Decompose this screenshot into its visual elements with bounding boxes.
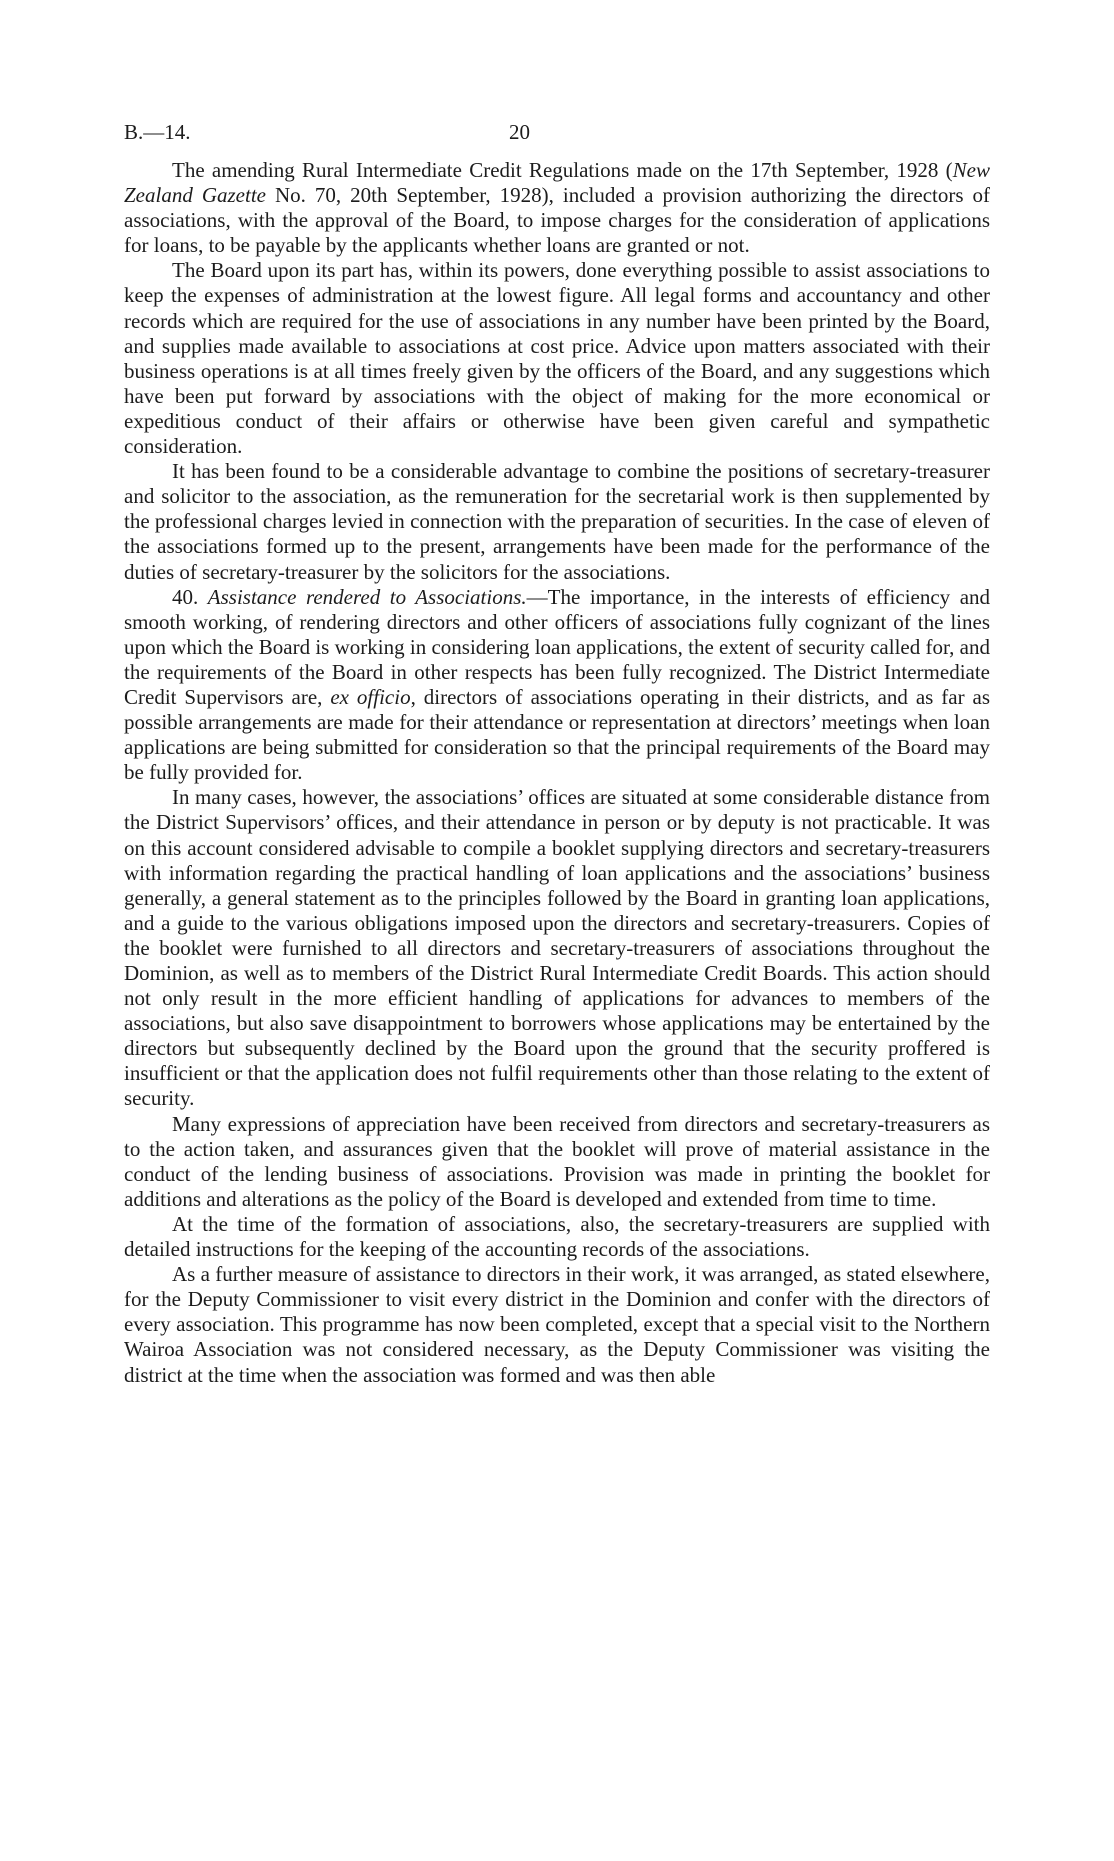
page-number: 20 [509, 120, 530, 144]
document-reference: B.—14. [124, 120, 191, 144]
paragraph-3: It has been found to be a considerable advantage to combine the positions of secretary-treasurer and solicitor to the association, as the remuneration for the secretarial work is then supplemented by the professional charges levied in connection with the preparation of securities. In the case of eleven of the associations formed up to the present, arrangements have been made for the performance of the duties of secretary-treasurer by the solicitors for the associations. [124, 459, 990, 584]
paragraph-7: At the time of the formation of associations, also, the secretary-treasurers are supplied with detailed instructions for the keeping of the accounting records of the associations. [124, 1211, 990, 1262]
section-heading: Assistance rendered to Associations. [207, 584, 527, 609]
paragraph-1: The amending Rural Intermediate Credit Regulations made on the 17th September, 1928 (New Zealand Gazette No. 70, 20th September, 1928), included a provision authorizing the directors of associations, with the approval of the Board, to impose charges for the consideration of applications for loans, to be payable by the applicants whether loans are granted or not. [124, 158, 991, 258]
gazette-title: New Zealand Gazette [124, 158, 990, 208]
paragraph-2: The Board upon its part has, within its powers, done everything possible to assist associations to keep the expenses of administration at the lowest figure. All legal forms and accountancy and other records which are required for the use of associations in any number have been printed by the Board, and supplies made available to associations at cost price. Advice upon matters associated with their business operations is at all times freely given by the officers of the Board, and any suggestions which have been put forward by associations with the object of making for the more economical or expeditious conduct of their affairs or otherwise have been given careful and sympathetic consideration. [124, 258, 990, 459]
ex-officio: ex officio [330, 684, 411, 709]
paragraph-5: In many cases, however, the associations’ offices are situated at some considerable distance from the District Supervisors’ offices, and their attendance in person or by deputy is not practicable. It was on this account considered advisable to compile a booklet supplying directors and secretary-treasurers with information regarding the practical handling of loan applications and the associations’ business generally, a general statement as to the principles followed by the Board in granting loan applications, and a guide to the various obligations imposed upon the directors and secretary-treasurers. Copies of the booklet were furnished to all directors and secretary-treasurers of associations throughout the Dominion, as well as to members of the District Rural Intermediate Credit Boards. This action should not only result in the more efficient handling of applications for advances to members of the associations, but also save disappointment to borrowers whose applications may be entertained by the directors but subsequently declined by the Board upon the ground that the security proffered is insufficient or that the application does not fulfil requirements other than those relating to the extent of security. [124, 785, 990, 1111]
paragraph-4-section-40: 40. Assistance rendered to Associations.—The importance, in the interests of efficiency and smooth working, of rendering directors and other officers of associations fully cognizant of the lines upon which the Board is working in considering loan applications, the extent of security called for, and the requirements of the Board in other respects has been fully recognized. The District Intermediate Credit Supervisors are, ex officio, directors of associations operating in their districts, and as far as possible arrangements are made for their attendance or representation at directors’ meetings when loan applications are being submitted for consideration so that the principal requirements of the Board may be fully provided for. [124, 584, 991, 785]
body-text [124, 158, 990, 1388]
page-content [124, 120, 990, 1388]
paragraph-8: As a further measure of assistance to directors in their work, it was arranged, as stated elsewhere, for the Deputy Commissioner to visit every district in the Dominion and confer with the directors of every association. This programme has now been completed, except that a special visit to the Northern Wairoa Association was not considered necessary, as the Deputy Commissioner was visiting the district at the time when the association was formed and was then able [124, 1262, 990, 1387]
section-number: 40. [172, 584, 208, 609]
page-header [124, 120, 990, 154]
paragraph-6: Many expressions of appreciation have been received from directors and secretary-treasurers as to the action taken, and assurances given that the booklet will prove of material assistance in the conduct of the lending business of associations. Provision was made in printing the booklet for additions and alterations as the policy of the Board is developed and extended from time to time. [124, 1111, 990, 1211]
